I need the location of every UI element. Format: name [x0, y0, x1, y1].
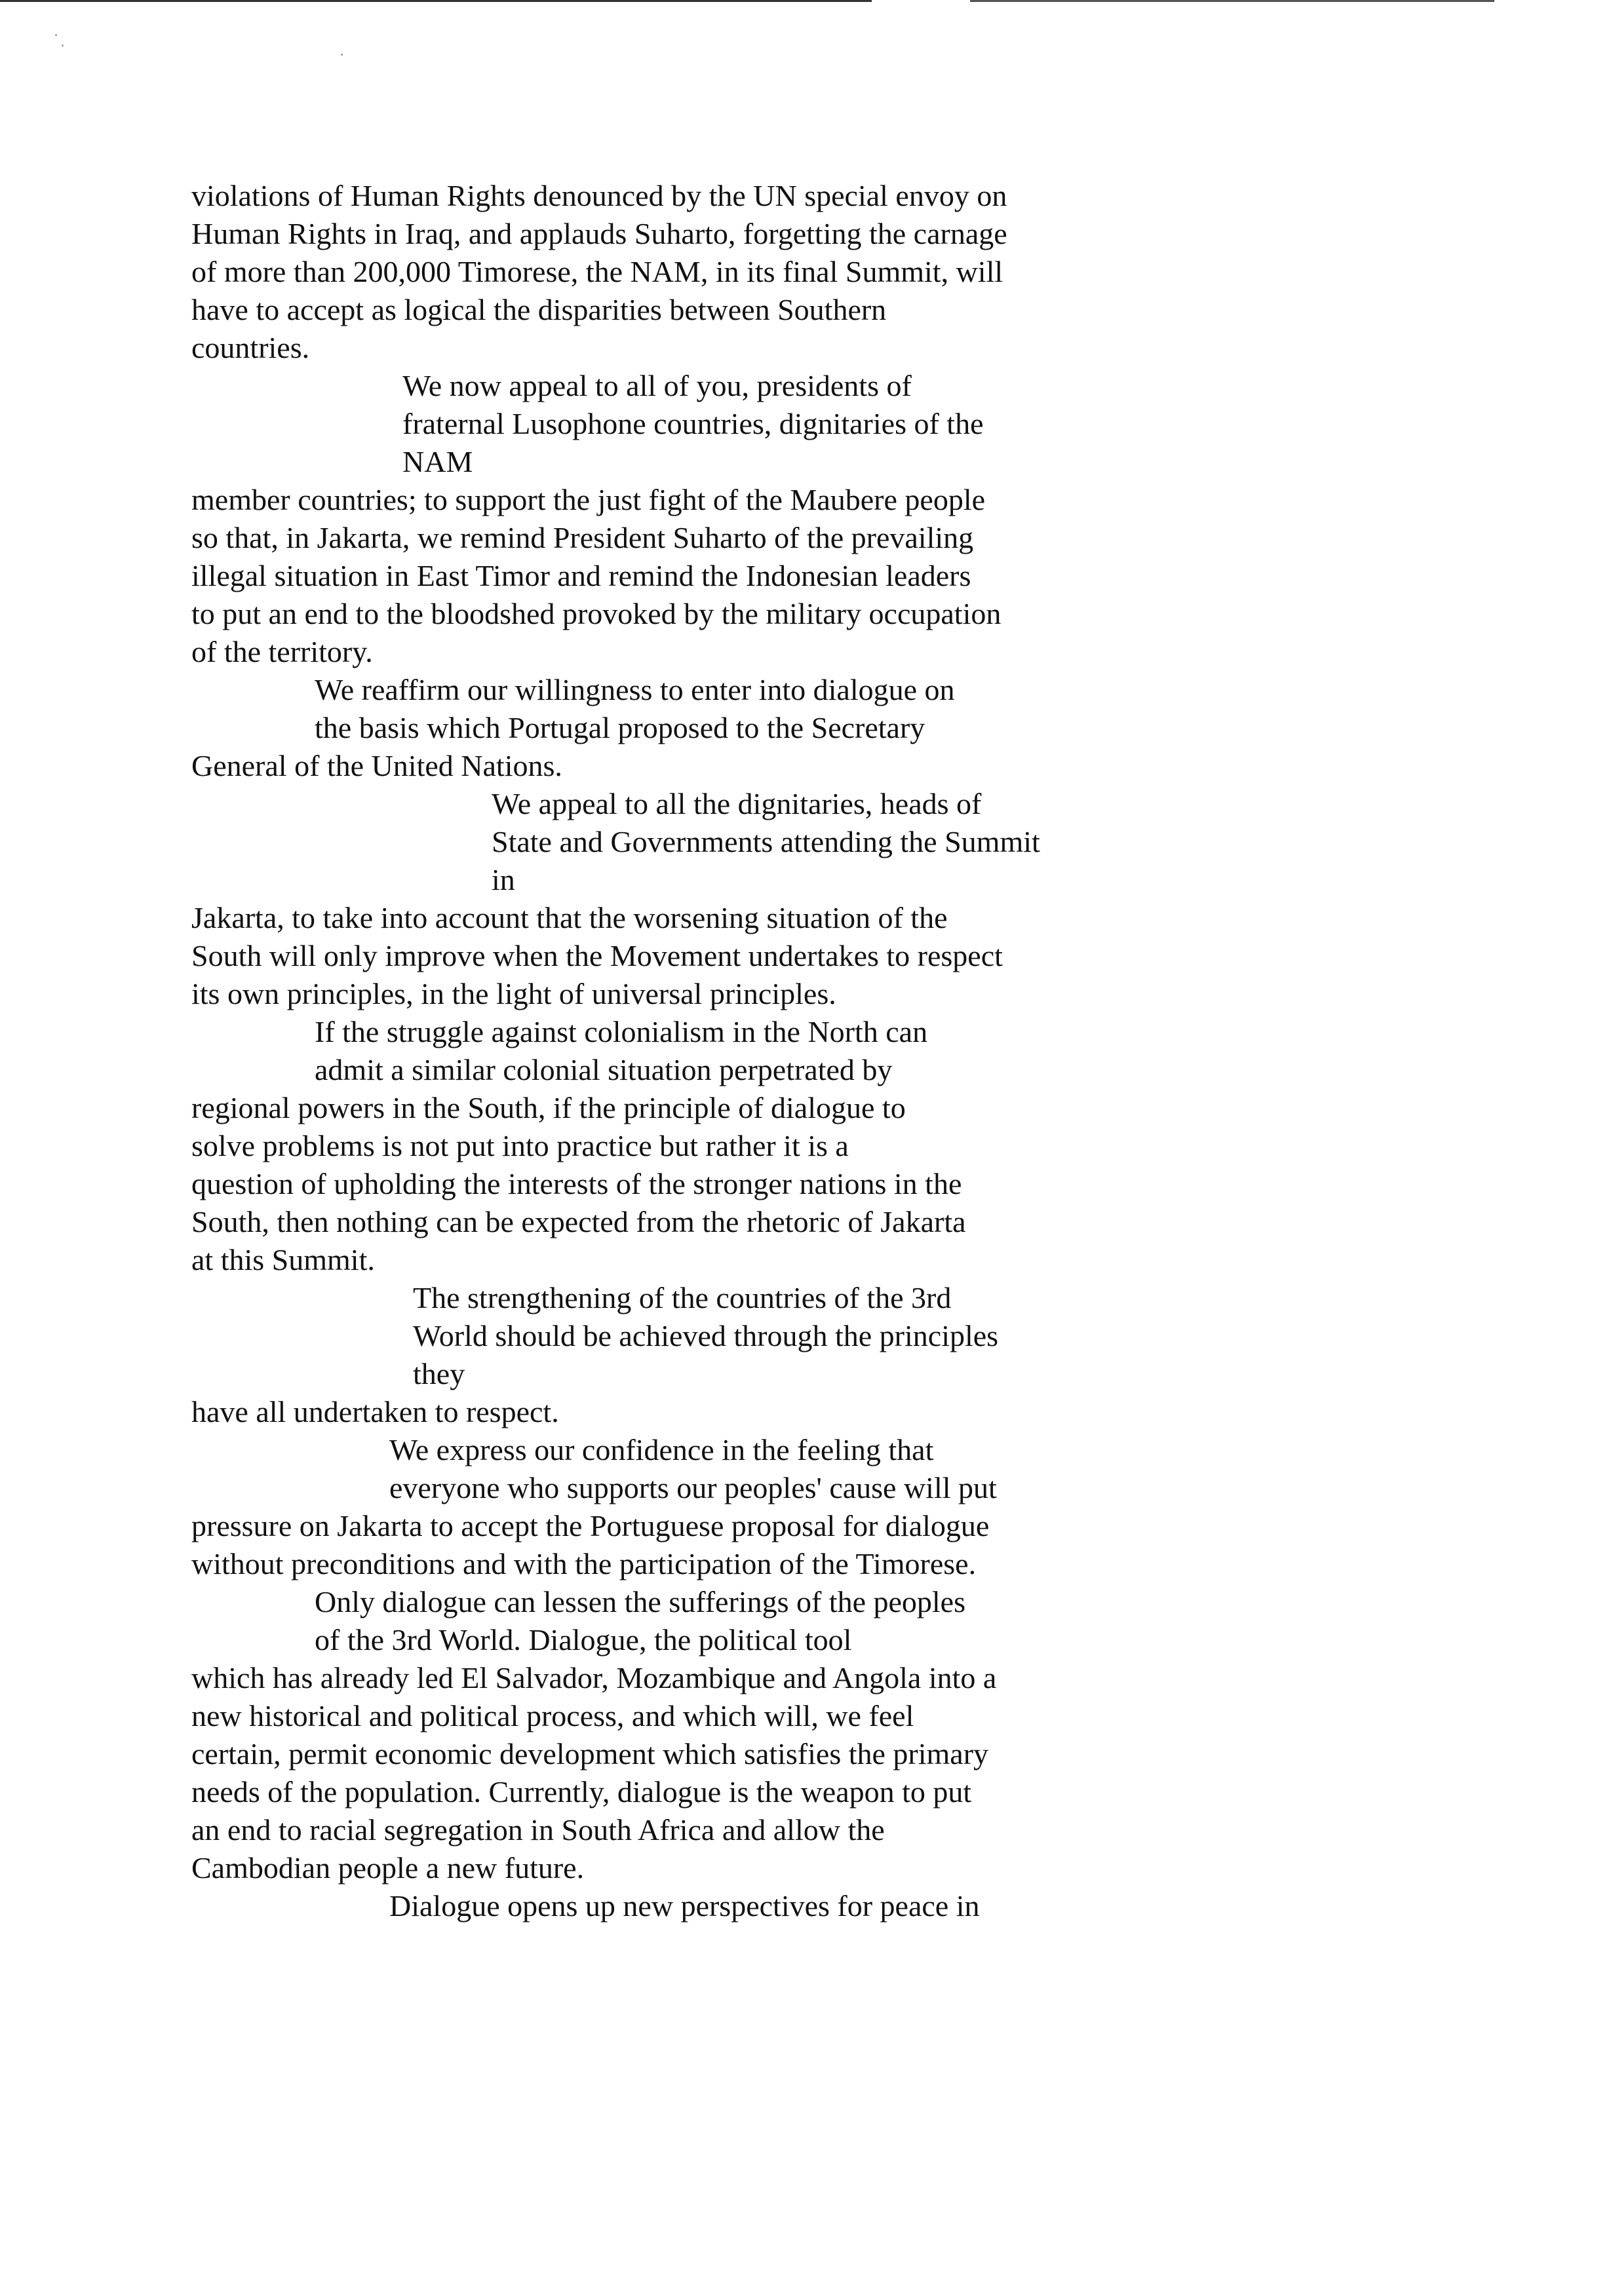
text-line: General of the United Nations. — [191, 749, 562, 782]
text-line: NAM — [402, 445, 473, 478]
text-line: fraternal Lusophone countries, dignitaries of the — [402, 407, 984, 440]
text-line: have all undertaken to respect. — [191, 1395, 559, 1428]
text-line: the basis which Portugal proposed to the Secretary — [315, 711, 925, 744]
text-line: needs of the population. Currently, dialogue is the weapon to put — [191, 1775, 972, 1808]
text-line: certain, permit economic development which satisfies the primary — [191, 1737, 989, 1770]
text-line: We appeal to all the dignitaries, heads of — [492, 787, 982, 820]
text-line: The strengthening of the countries of the 3rd — [413, 1281, 952, 1314]
text-line: Human Rights in Iraq, and applauds Suharto, forgetting the carnage — [191, 217, 1007, 250]
text-line: member countries; to support the just fight of the Maubere people — [191, 483, 986, 516]
text-line: South, then nothing can be expected from the rhetoric of Jakarta — [191, 1205, 966, 1238]
text-line: its own principles, in the light of universal principles. — [191, 977, 836, 1010]
text-line: new historical and political process, and which will, we feel — [191, 1699, 914, 1732]
text-line: of the 3rd World. Dialogue, the political tool — [315, 1623, 852, 1656]
text-line: Only dialogue can lessen the sufferings of the peoples — [315, 1585, 965, 1618]
text-line: World should be achieved through the principles — [413, 1319, 999, 1352]
text-line: without preconditions and with the participation of the Timorese. — [191, 1547, 977, 1580]
text-line: illegal situation in East Timor and remind the Indonesian leaders — [191, 559, 971, 592]
text-line: an end to racial segregation in South Africa and allow the — [191, 1813, 885, 1846]
text-line: We reaffirm our willingness to enter into dialogue on — [315, 673, 955, 706]
text-line: If the struggle against colonialism in the North can — [315, 1015, 928, 1048]
text-line: to put an end to the bloodshed provoked by the military occupation — [191, 597, 1002, 630]
text-line: so that, in Jakarta, we remind President Suharto of the prevailing — [191, 521, 974, 554]
text-line: We express our confidence in the feeling that — [389, 1433, 934, 1466]
text-line: of the territory. — [191, 635, 373, 668]
text-line: admit a similar colonial situation perpetrated by — [315, 1053, 893, 1086]
text-line: of more than 200,000 Timorese, the NAM, in its final Summit, will — [191, 255, 1003, 288]
scan-top-edge — [0, 0, 1615, 2]
text-line: pressure on Jakarta to accept the Portuguese proposal for dialogue — [191, 1509, 990, 1542]
text-line: South will only improve when the Movement undertakes to respect — [191, 939, 1003, 972]
text-line: question of upholding the interests of the stronger nations in the — [191, 1167, 962, 1200]
text-line: they — [413, 1357, 465, 1390]
document-body — [191, 177, 1175, 1925]
text-line: have to accept as logical the disparities between Southern — [191, 293, 887, 326]
text-line: in — [492, 863, 515, 896]
text-line: Jakarta, to take into account that the worsening situation of the — [191, 901, 948, 934]
text-line: Dialogue opens up new perspectives for peace in — [389, 1889, 980, 1923]
text-line: solve problems is not put into practice but rather it is a — [191, 1129, 849, 1162]
scan-speck — [62, 45, 64, 47]
scan-speck — [341, 54, 343, 56]
text-line: everyone who supports our peoples' cause will put — [389, 1471, 997, 1504]
text-line: at this Summit. — [191, 1243, 375, 1276]
text-line: violations of Human Rights denounced by the UN special envoy on — [191, 179, 1007, 212]
text-line: State and Governments attending the Summit — [492, 825, 1040, 858]
text-line: We now appeal to all of you, presidents of — [402, 369, 912, 402]
text-line: regional powers in the South, if the principle of dialogue to — [191, 1091, 906, 1124]
scan-speck — [55, 34, 57, 36]
text-line: Cambodian people a new future. — [191, 1851, 585, 1885]
text-line: which has already led El Salvador, Mozambique and Angola into a — [191, 1661, 997, 1694]
text-line: countries. — [191, 331, 310, 364]
